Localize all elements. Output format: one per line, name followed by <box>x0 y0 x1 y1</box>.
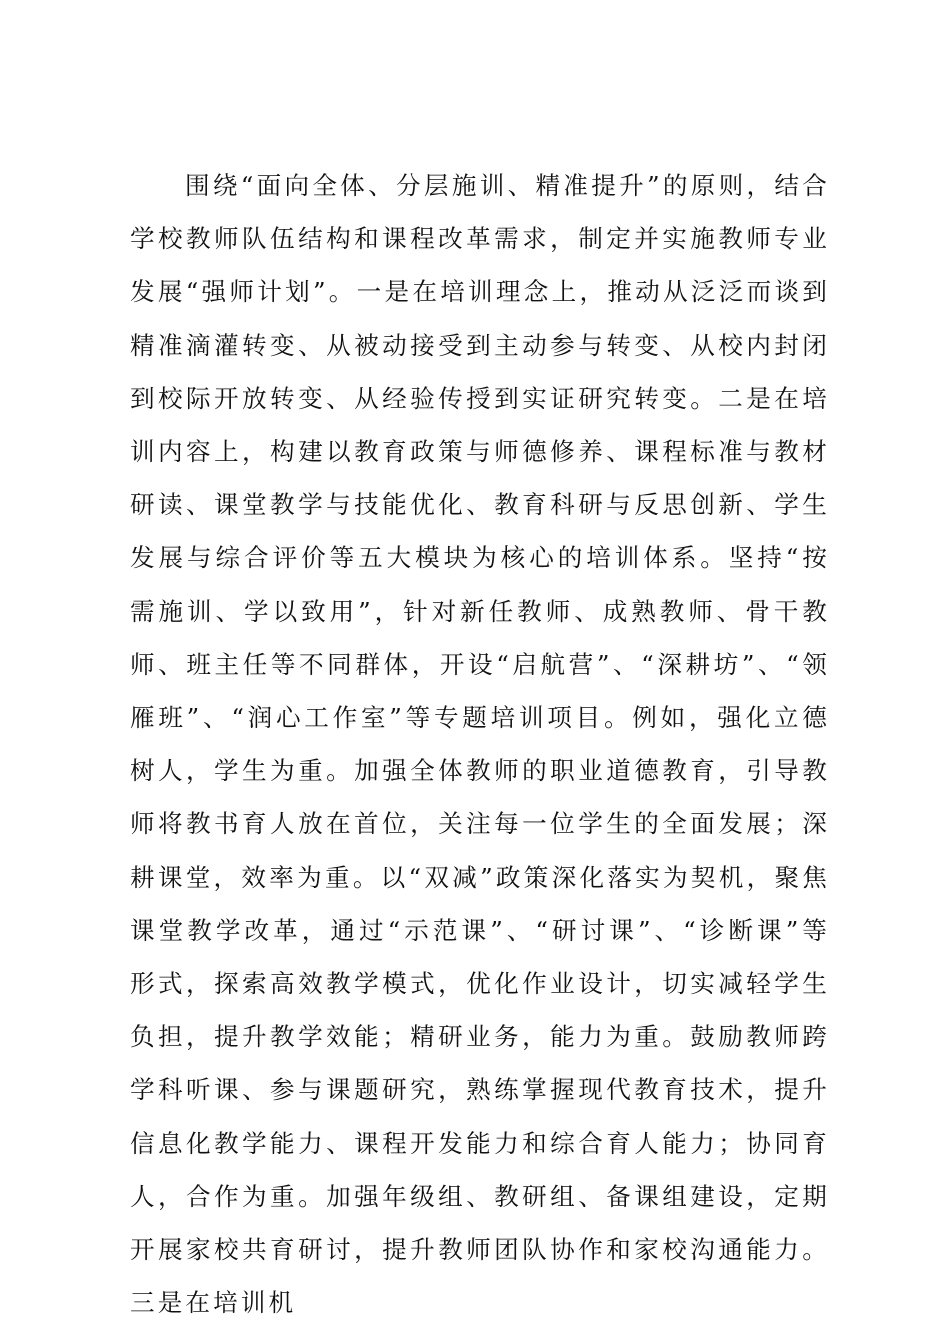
body-paragraph: 围绕“面向全体、分层施训、精准提升”的原则，结合学校教师队伍结构和课程改革需求，制定并实施教师专业发展“强师计划”。一是在培训理念上，推动从泛泛而谈到精准滴灌转变、从被动接受到主动参与转变、从校内封闭到校际开放转变、从经验传授到实证研究转变。二是在培训内容上，构建以教育政策与师德修养、课程标准与教材研读、课堂教学与技能优化、教育科研与反思创新、学生发展与综合评价等五大模块为核心的培训体系。坚持“按需施训、学以致用”，针对新任教师、成熟教师、骨干教师、班主任等不同群体，开设“启航营”、“深耕坊”、“领雁班”、“润心工作室”等专题培训项目。例如，强化立德树人，学生为重。加强全体教师的职业道德教育，引导教师将教书育人放在首位，关注每一位学生的全面发展；深耕课堂，效率为重。以“双减”政策深化落实为契机，聚焦课堂教学改革，通过“示范课”、“研讨课”、“诊断课”等形式，探索高效教学模式，优化作业设计，切实减轻学生负担，提升教学效能；精研业务，能力为重。鼓励教师跨学科听课、参与课题研究，熟练掌握现代教育技术，提升信息化教学能力、课程开发能力和综合育人能力；协同育人，合作为重。加强年级组、教研组、备课组建设，定期开展家校共育研讨，提升教师团队协作和家校沟通能力。三是在培训机 <box>130 171 830 1318</box>
